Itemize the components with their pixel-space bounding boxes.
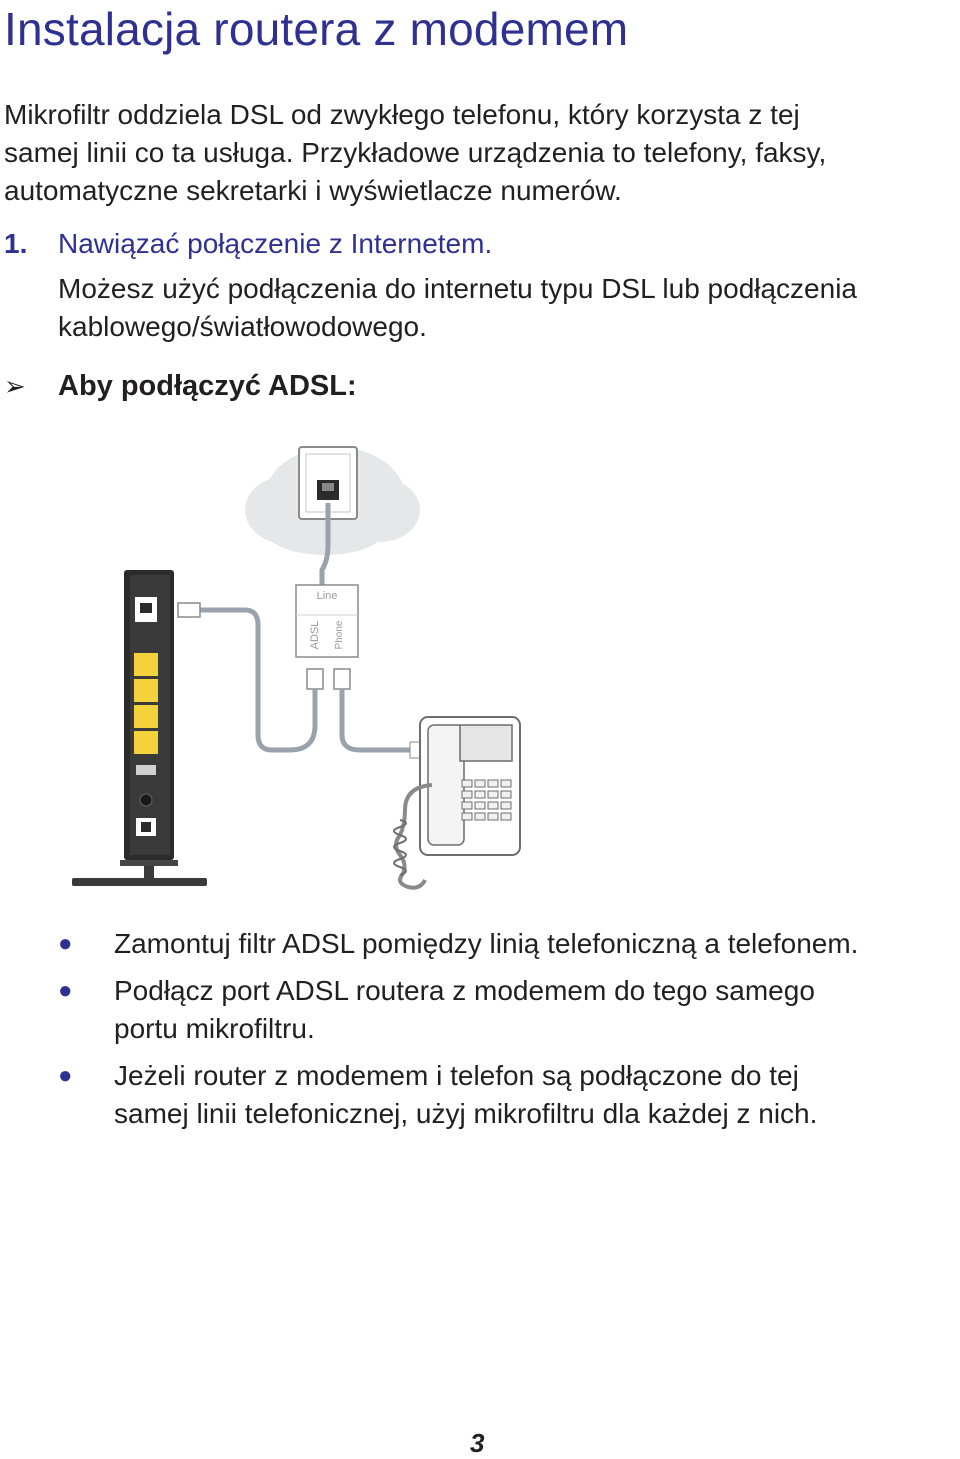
list-item	[0, 972, 960, 1048]
list-item-line: samej linii telefonicznej, użyj mikrofiltru dla każdej z nich.	[114, 1098, 818, 1129]
adsl-connection-diagram	[60, 425, 540, 895]
list-item-line: portu mikrofiltru.	[114, 1013, 315, 1044]
list-item	[0, 1057, 960, 1133]
bullet-dot-icon: ●	[58, 1062, 73, 1089]
list-item	[0, 925, 960, 963]
list-item-line: Jeżeli router z modemem i telefon są podłączone do tej	[114, 1060, 799, 1091]
step-description	[58, 270, 857, 346]
list-item-line: Podłącz port ADSL routera z modemem do tego samego	[114, 975, 815, 1006]
filter-phone-label: Phone	[334, 620, 345, 650]
intro-line: Mikrofiltr oddziela DSL od zwykłego telefonu, który korzysta z tej	[4, 99, 800, 130]
adsl-sub-heading	[4, 370, 357, 403]
step-text: Nawiązać połączenie z Internetem.	[58, 228, 493, 259]
intro-paragraph	[4, 96, 954, 210]
bullet-dot-icon: ●	[58, 930, 73, 957]
list-item-line: Zamontuj filtr ADSL pomiędzy linią telefoniczną a telefonem.	[114, 928, 859, 959]
adsl-filter-icon	[296, 585, 358, 657]
instruction-list	[0, 925, 960, 1142]
sub-heading-text: Aby podłączyć ADSL:	[58, 370, 357, 402]
intro-line: samej linii co ta usługa. Przykładowe urządzenia to telefony, faksy,	[4, 137, 827, 168]
page-title: Instalacja routera z modemem	[4, 3, 629, 55]
step-number: 1.	[4, 228, 28, 259]
filter-line-label: Line	[316, 590, 338, 602]
intro-line: automatyczne sekretarki i wyświetlacze numerów.	[4, 175, 622, 206]
arrow-bullet-icon: ➢	[4, 371, 26, 401]
bullet-dot-icon: ●	[58, 977, 73, 1004]
filter-adsl-label: ADSL	[309, 620, 321, 650]
page-number: 3	[470, 1428, 485, 1458]
step-description-line: Możesz użyć podłączenia do internetu typu DSL lub podłączenia	[58, 273, 857, 304]
step-description-line: kablowego/światłowodowego.	[58, 311, 427, 342]
step-heading	[4, 228, 492, 260]
